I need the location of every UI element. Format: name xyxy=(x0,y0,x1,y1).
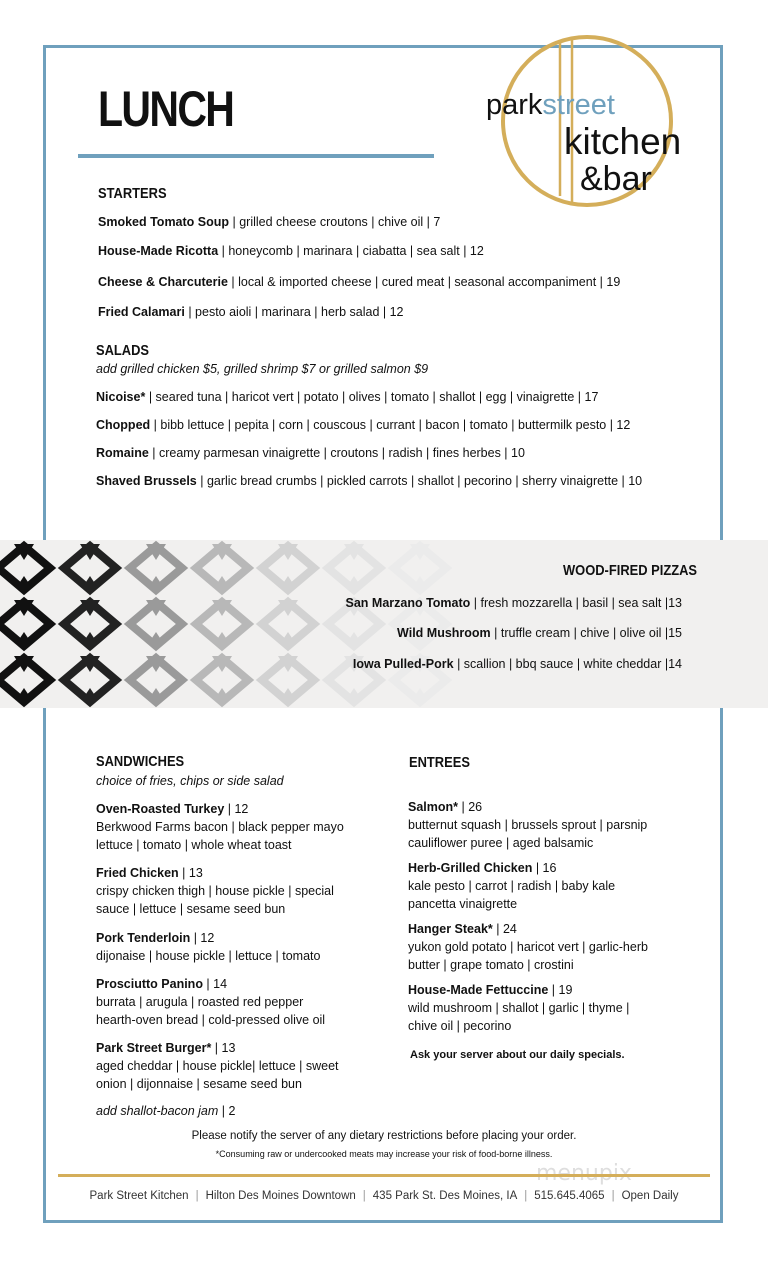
footer-hotel: Hilton Des Moines Downtown xyxy=(205,1190,356,1202)
entree-item: Herb-Grilled Chicken | 16 kale pesto | carrot | radish | baby kale pancetta vinaigrette xyxy=(408,861,616,911)
starters-heading: STARTERS xyxy=(98,185,167,202)
entree-item: Hanger Steak* | 24 yukon gold potato | haricot vert | garlic-herb butter | grape tomato | crostini xyxy=(408,922,648,972)
starter-item: House-Made Ricotta | honeycomb | marinara | ciabatta | sea salt | 12 xyxy=(98,244,484,258)
svg-text:parkstreet: parkstreet xyxy=(486,89,615,121)
sandwich-addon: add shallot-bacon jam | 2 xyxy=(96,1104,236,1118)
footer-divider xyxy=(58,1174,710,1177)
footer: Park Street Kitchen | Hilton Des Moines Downtown | 435 Park St. Des Moines, IA | 515.645.4065 | Open Daily xyxy=(89,1190,679,1202)
sandwich-item: Pork Tenderloin | 12 dijonaise | house pickle | lettuce | tomato xyxy=(96,931,321,963)
title-divider xyxy=(78,154,434,158)
footer-phone: 515.645.4065 xyxy=(534,1190,605,1202)
salad-item: Shaved Brussels | garlic bread crumbs | pickled carrots | shallot | pecorino | sherry vinaigrette | 10 xyxy=(96,474,643,488)
sandwich-item: Park Street Burger* | 13 aged cheddar | house pickle| lettuce | sweet onion | dijonnaise | sesame seed bun xyxy=(96,1041,339,1091)
specials-note: Ask your server about our daily specials. xyxy=(410,1049,625,1061)
entrees-heading: ENTREES xyxy=(409,754,470,771)
page-title: LUNCH xyxy=(98,81,234,137)
starter-item: Cheese & Charcuterie | local & imported cheese | cured meat | seasonal accompaniment | 19 xyxy=(98,275,621,289)
pizzas-heading: WOOD-FIRED PIZZAS xyxy=(563,562,698,579)
park-street-logo xyxy=(486,30,682,212)
salads-heading: SALADS xyxy=(96,342,150,359)
svg-text:kitchen: kitchen xyxy=(564,121,682,162)
sandwiches-heading: SANDWICHES xyxy=(96,753,185,770)
sandwich-item: Fried Chicken | 13 crispy chicken thigh | house pickle | special sauce | lettuce | sesame seed bun xyxy=(96,866,334,916)
sandwich-item: Prosciutto Panino | 14 burrata | arugula | roasted red pepper hearth-oven bread | cold-pressed olive oil xyxy=(96,977,326,1027)
pizza-item: Iowa Pulled-Pork | scallion | bbq sauce | white cheddar |14 xyxy=(352,657,682,671)
sandwiches-note: choice of fries, chips or side salad xyxy=(96,774,284,788)
entree-item: House-Made Fettuccine | 19 wild mushroom | shallot | garlic | thyme | chive oil | pecorino xyxy=(408,983,630,1033)
sandwich-item: Oven-Roasted Turkey | 12 Berkwood Farms bacon | black pepper mayo lettuce | tomato | whole wheat toast xyxy=(96,802,344,852)
entree-item: Salmon* | 26 butternut squash | brussels sprout | parsnip cauliflower puree | aged balsamic xyxy=(408,800,648,850)
footer-restaurant: Park Street Kitchen xyxy=(89,1190,189,1202)
starter-item: Smoked Tomato Soup | grilled cheese croutons | chive oil | 7 xyxy=(98,215,441,229)
salad-item: Nicoise* | seared tuna | haricot vert | potato | olives | tomato | shallot | egg | vinaigrette | 17 xyxy=(96,390,599,404)
footer-address: 435 Park St. Des Moines, IA xyxy=(372,1190,518,1202)
consumption-disclaimer: *Consuming raw or undercooked meats may increase your risk of food-borne illness. xyxy=(215,1149,553,1159)
pizza-item: Wild Mushroom | truffle cream | chive | olive oil |15 xyxy=(397,626,682,640)
salad-item: Romaine | creamy parmesan vinaigrette | croutons | radish | fines herbes | 10 xyxy=(96,446,525,460)
starter-item: Fried Calamari | pesto aioli | marinara | herb salad | 12 xyxy=(98,305,404,319)
geometric-pattern xyxy=(0,540,410,708)
dietary-notice: Please notify the server of any dietary restrictions before placing your order. xyxy=(191,1130,577,1142)
salad-item: Chopped | bibb lettuce | pepita | corn | couscous | currant | bacon | tomato | buttermilk pesto | 12 xyxy=(96,418,631,432)
svg-text:&bar: &bar xyxy=(580,160,652,198)
footer-hours: Open Daily xyxy=(621,1190,679,1202)
salads-addon-note: add grilled chicken $5, grilled shrimp $7 or grilled salmon $9 xyxy=(96,362,429,376)
pizza-item: San Marzano Tomato | fresh mozzarella | basil | sea salt |13 xyxy=(345,596,682,610)
